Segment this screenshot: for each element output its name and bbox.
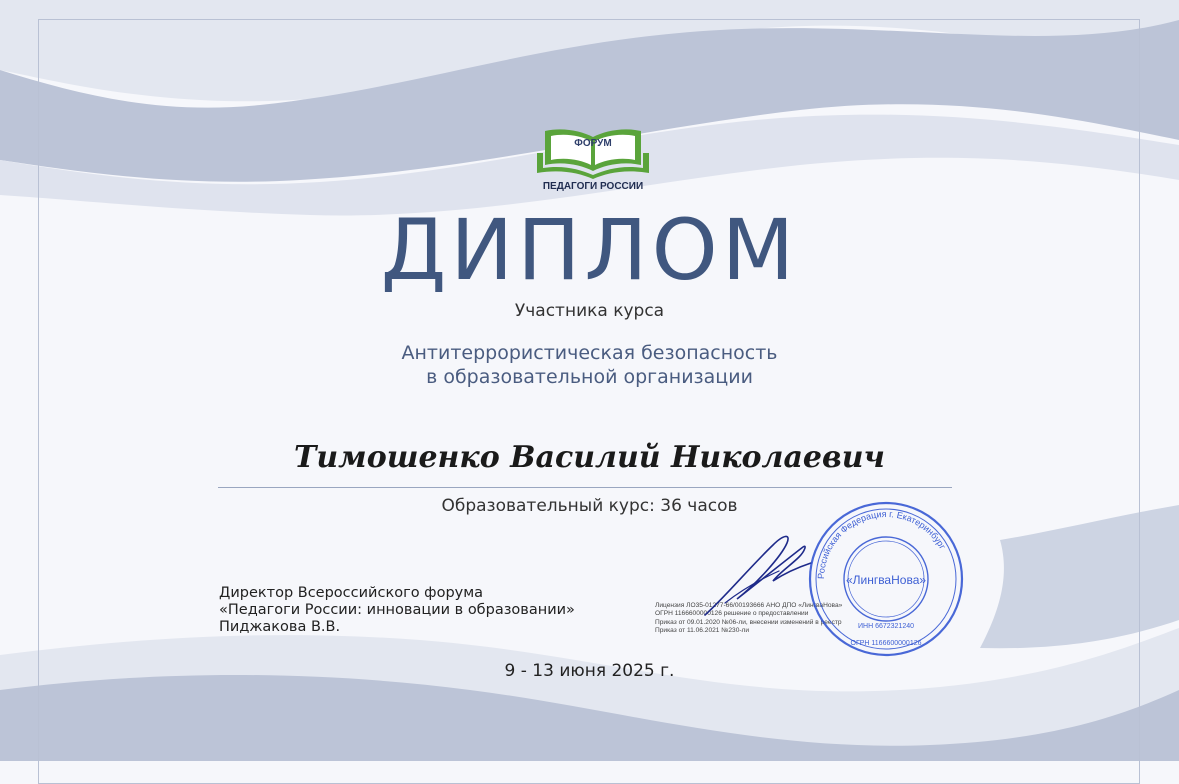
course-title-line-1: Антитеррористическая безопасность (401, 342, 778, 364)
director-title: Директор Всероссийского форума (219, 585, 484, 601)
director-name: Пиджакова В.В. (219, 619, 341, 635)
seal-stamp (805, 500, 967, 658)
license-line-2: ОГРН 1166600000126 решение о предоставлении (655, 610, 809, 618)
course-dates: 9 - 13 июня 2025 г. (504, 661, 675, 681)
stamp-outer-text: Российская Федерация г. Екатеринбург (815, 508, 948, 580)
license-line-3: Приказ от 09.01.2020 №06-ли, внесении изменений в реестр (655, 618, 842, 626)
stamp-inn: ИНН 6672321240 (857, 623, 915, 630)
logo-bottom-text: ПЕДАГОГИ РОССИИ (542, 181, 644, 192)
recipient-name: Тимошенко Василий Николаевич (294, 440, 885, 475)
diploma-subtitle: Участника курса (514, 301, 665, 321)
logo-top-text: ФОРУМ (574, 138, 612, 149)
license-line-4: Приказ от 11.06.2021 №230-ли (655, 627, 750, 635)
svg-text:Российская Федерация г. Екатер (816, 509, 948, 579)
course-title-line-2: в образовательной организации (426, 366, 753, 388)
forum-name: «Педагоги России: инновации в образовании» (219, 602, 575, 618)
course-hours: Образовательный курс: 36 часов (441, 496, 738, 516)
name-underline (218, 487, 952, 488)
stamp-center-text: «ЛингваНова» (845, 573, 927, 587)
course-title (0, 341, 1179, 389)
signature (695, 527, 815, 619)
diploma-title: ДИПЛОМ (380, 201, 799, 299)
director-block (219, 585, 639, 636)
stamp-ogrn: ОГРН 1166600000126 (850, 640, 922, 647)
license-line-1: Лицензия ЛО35-01277-66/00193666 АНО ДПО «ЛингваНова» (655, 602, 843, 609)
forum-logo (533, 127, 653, 195)
